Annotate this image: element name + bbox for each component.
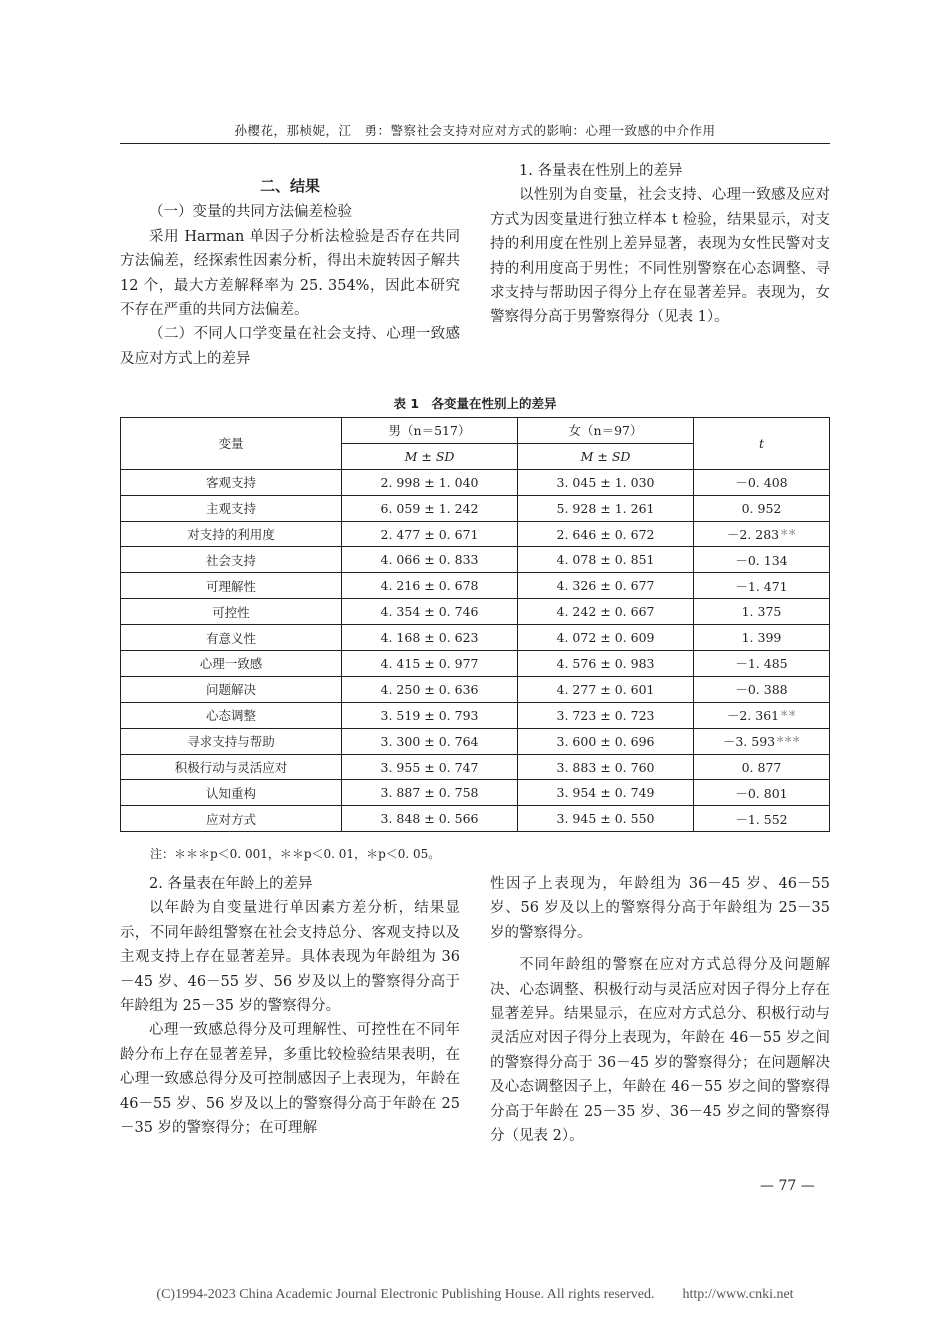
gender-difference-table: [120, 417, 830, 832]
table-row: [121, 599, 830, 625]
t-value: 1. 399: [741, 630, 782, 646]
cell-t: [694, 702, 830, 728]
cell-female: 3. 945 ± 0. 550: [518, 806, 694, 832]
cell-female: 3. 723 ± 0. 723: [518, 702, 694, 728]
cell-male: 4. 216 ± 0. 678: [342, 573, 518, 599]
cell-male: 4. 168 ± 0. 623: [342, 625, 518, 651]
subsection-1-heading: （一）变量的共同方法偏差检验: [149, 204, 352, 221]
header-rule: [120, 143, 830, 144]
cell-male: 2. 998 ± 1. 040: [342, 469, 518, 495]
cell-male: 4. 354 ± 0. 746: [342, 599, 518, 625]
t-value: －0. 801: [735, 785, 788, 801]
cell-female: 2. 646 ± 0. 672: [518, 521, 694, 547]
table-row: [121, 754, 830, 780]
left-column-bottom: [120, 872, 460, 1140]
age-difference-paragraph-2: 心理一致感总得分及可理解性、可控性在不同年龄分布上存在显著差异，多重比较检验结果表明，在心理一致感总得分及可控制感因子上表现为，年龄在 46－55 岁、56 岁及以上的警察得分高于年龄在 25－35 岁的警察得分；在可理解: [120, 1022, 460, 1137]
cell-male: 3. 519 ± 0. 793: [342, 702, 518, 728]
cell-t: [694, 780, 830, 806]
cell-female: 3. 883 ± 0. 760: [518, 754, 694, 780]
cell-variable: 有意义性: [121, 625, 342, 651]
t-value: －1. 485: [735, 656, 788, 672]
cell-variable: 对支持的利用度: [121, 521, 342, 547]
page-number: — 77 —: [760, 1178, 815, 1194]
header-male-msd: M ± SD: [342, 443, 518, 469]
cell-male: 3. 848 ± 0. 566: [342, 806, 518, 832]
table-body: [121, 469, 830, 831]
right-column-top: [490, 159, 830, 330]
cell-variable: 问题解决: [121, 676, 342, 702]
cell-variable: 客观支持: [121, 469, 342, 495]
cell-male: 4. 415 ± 0. 977: [342, 651, 518, 677]
cell-t: [694, 573, 830, 599]
table-row: [121, 702, 830, 728]
cell-male: 3. 300 ± 0. 764: [342, 728, 518, 754]
table-note: 注：＊＊＊p＜0. 001，＊＊p＜0. 01，＊p＜0. 05。: [150, 847, 441, 861]
cell-female: 5. 928 ± 1. 261: [518, 495, 694, 521]
table-row: [121, 651, 830, 677]
table-title: 表 1 各变量在性别上的差异: [393, 396, 557, 411]
cell-male: 3. 955 ± 0. 747: [342, 754, 518, 780]
significance-marker: ＊＊＊: [776, 735, 801, 745]
cell-t: [694, 599, 830, 625]
t-value: －0. 134: [735, 552, 788, 568]
t-value: －2. 361: [726, 708, 780, 724]
t-value: －1. 552: [735, 811, 788, 827]
cell-variable: 心理一致感: [121, 651, 342, 677]
cell-male: 6. 059 ± 1. 242: [342, 495, 518, 521]
cell-t: [694, 806, 830, 832]
header-t: t: [694, 418, 830, 470]
table-row: [121, 780, 830, 806]
cell-male: 4. 250 ± 0. 636: [342, 676, 518, 702]
t-value: －0. 408: [735, 475, 788, 491]
cell-variable: 主观支持: [121, 495, 342, 521]
significance-marker: ＊＊: [780, 528, 797, 537]
table-row: [121, 625, 830, 651]
cell-variable: 应对方式: [121, 806, 342, 832]
cell-variable: 可控性: [121, 599, 342, 625]
cell-t: [694, 625, 830, 651]
cell-female: 4. 576 ± 0. 983: [518, 651, 694, 677]
table-row: [121, 547, 830, 573]
cell-female: 4. 072 ± 0. 609: [518, 625, 694, 651]
t-value: 0. 877: [741, 759, 782, 775]
running-head: 孙樱花，那桢妮，江 勇：警察社会支持对应对方式的影响：心理一致感的中介作用: [234, 123, 716, 138]
t-value: 0. 952: [741, 500, 782, 516]
cell-t: [694, 651, 830, 677]
gender-difference-text: 以性别为自变量，社会支持、心理一致感及应对方式为因变量进行独立样本 t 检验，结果显示，对支持的利用度在性别上差异显著，表现为女性民警对支持的利用度高于男性；不同性别警察在心态调整、寻求支持与帮助因子得分上存在显著差异。表现为，女警察得分高于男警察得分（见表 1）。: [490, 187, 830, 326]
cell-variable: 认知重构: [121, 780, 342, 806]
cell-female: 4. 326 ± 0. 677: [518, 573, 694, 599]
t-value: 1. 375: [741, 604, 782, 620]
left-column-top: [120, 168, 460, 371]
table-row: [121, 806, 830, 832]
cell-female: 3. 954 ± 0. 749: [518, 780, 694, 806]
cell-female: 4. 277 ± 0. 601: [518, 676, 694, 702]
cell-male: 3. 887 ± 0. 758: [342, 780, 518, 806]
table-row: [121, 469, 830, 495]
cell-male: 2. 477 ± 0. 671: [342, 521, 518, 547]
cell-t: [694, 469, 830, 495]
t-value: －3. 593: [722, 734, 776, 750]
cell-variable: 心态调整: [121, 702, 342, 728]
gender-difference-heading: 1. 各量表在性别上的差异: [519, 163, 683, 179]
header-male: 男（n＝517）: [342, 418, 518, 444]
table-row: [121, 495, 830, 521]
cell-t: [694, 521, 830, 547]
cell-female: 3. 600 ± 0. 696: [518, 728, 694, 754]
significance-marker: ＊＊: [780, 709, 797, 719]
section-heading: 二、结果: [259, 177, 320, 195]
cell-female: 4. 242 ± 0. 667: [518, 599, 694, 625]
t-value: －1. 471: [735, 578, 788, 594]
table-row: [121, 728, 830, 754]
t-value: －2. 283: [726, 527, 780, 542]
cell-variable: 可理解性: [121, 573, 342, 599]
cell-variable: 社会支持: [121, 547, 342, 573]
cell-t: [694, 676, 830, 702]
header-female-msd: M ± SD: [518, 443, 694, 469]
cell-variable: 积极行动与灵活应对: [121, 754, 342, 780]
cell-female: 3. 045 ± 1. 030: [518, 469, 694, 495]
table-row: [121, 521, 830, 547]
cell-female: 4. 078 ± 0. 851: [518, 547, 694, 573]
cell-t: [694, 495, 830, 521]
age-difference-paragraph-1: 以年龄为自变量进行单因素方差分析，结果显示，不同年龄组警察在社会支持总分、客观支持以及主观支持上存在显著差异。具体表现为年龄组为 36－45 岁、46－55 岁、56 岁及以上的警察得分高于年龄组为 25－35 岁的警察得分。: [120, 900, 460, 1015]
age-difference-heading: 2. 各量表在年龄上的差异: [149, 876, 313, 892]
table-row: [121, 676, 830, 702]
cell-t: [694, 754, 830, 780]
table-row: [121, 573, 830, 599]
cell-t: [694, 547, 830, 573]
subsection-1-text: 采用 Harman 单因子分析法检验是否存在共同方法偏差，经探索性因素分析，得出未旋转因子解共 12 个，最大方差解释率为 25. 354%，因此本研究不存在严重的共同方法偏差。: [120, 228, 460, 319]
header-female: 女（n＝97）: [518, 418, 694, 444]
age-difference-continued: 性因子上表现为，年龄组为 36－45 岁、46－55 岁、56 岁及以上的警察得分高于年龄组为 25－35 岁的警察得分。: [490, 876, 830, 941]
header-variable: 变量: [121, 418, 342, 470]
cell-male: 4. 066 ± 0. 833: [342, 547, 518, 573]
subsection-2-heading: （二）不同人口学变量在社会支持、心理一致感及应对方式上的差异: [120, 326, 460, 367]
right-column-bottom: [490, 872, 830, 1148]
cell-t: [694, 728, 830, 754]
copyright-footer: (C)1994-2023 China Academic Journal Electronic Publishing House. All rights reserved. http://www.cnki.net: [156, 1287, 794, 1302]
cell-variable: 寻求支持与帮助: [121, 728, 342, 754]
t-value: －0. 388: [735, 682, 788, 698]
coping-age-difference: 不同年龄组的警察在应对方式总得分及问题解决、心态调整、积极行动与灵活应对因子得分上存在显著差异。结果显示，在应对方式总分、积极行动与灵活应对因子得分上表现为，年龄在 46－55 岁之间的警察得分高于 36－45 岁的警察得分；在问题解决及心态调整因子上，年龄在 46－55 岁之间的警察得分高于年龄在 25－35 岁、36－45 岁之间的警察得分（见表 2）。: [490, 957, 830, 1145]
